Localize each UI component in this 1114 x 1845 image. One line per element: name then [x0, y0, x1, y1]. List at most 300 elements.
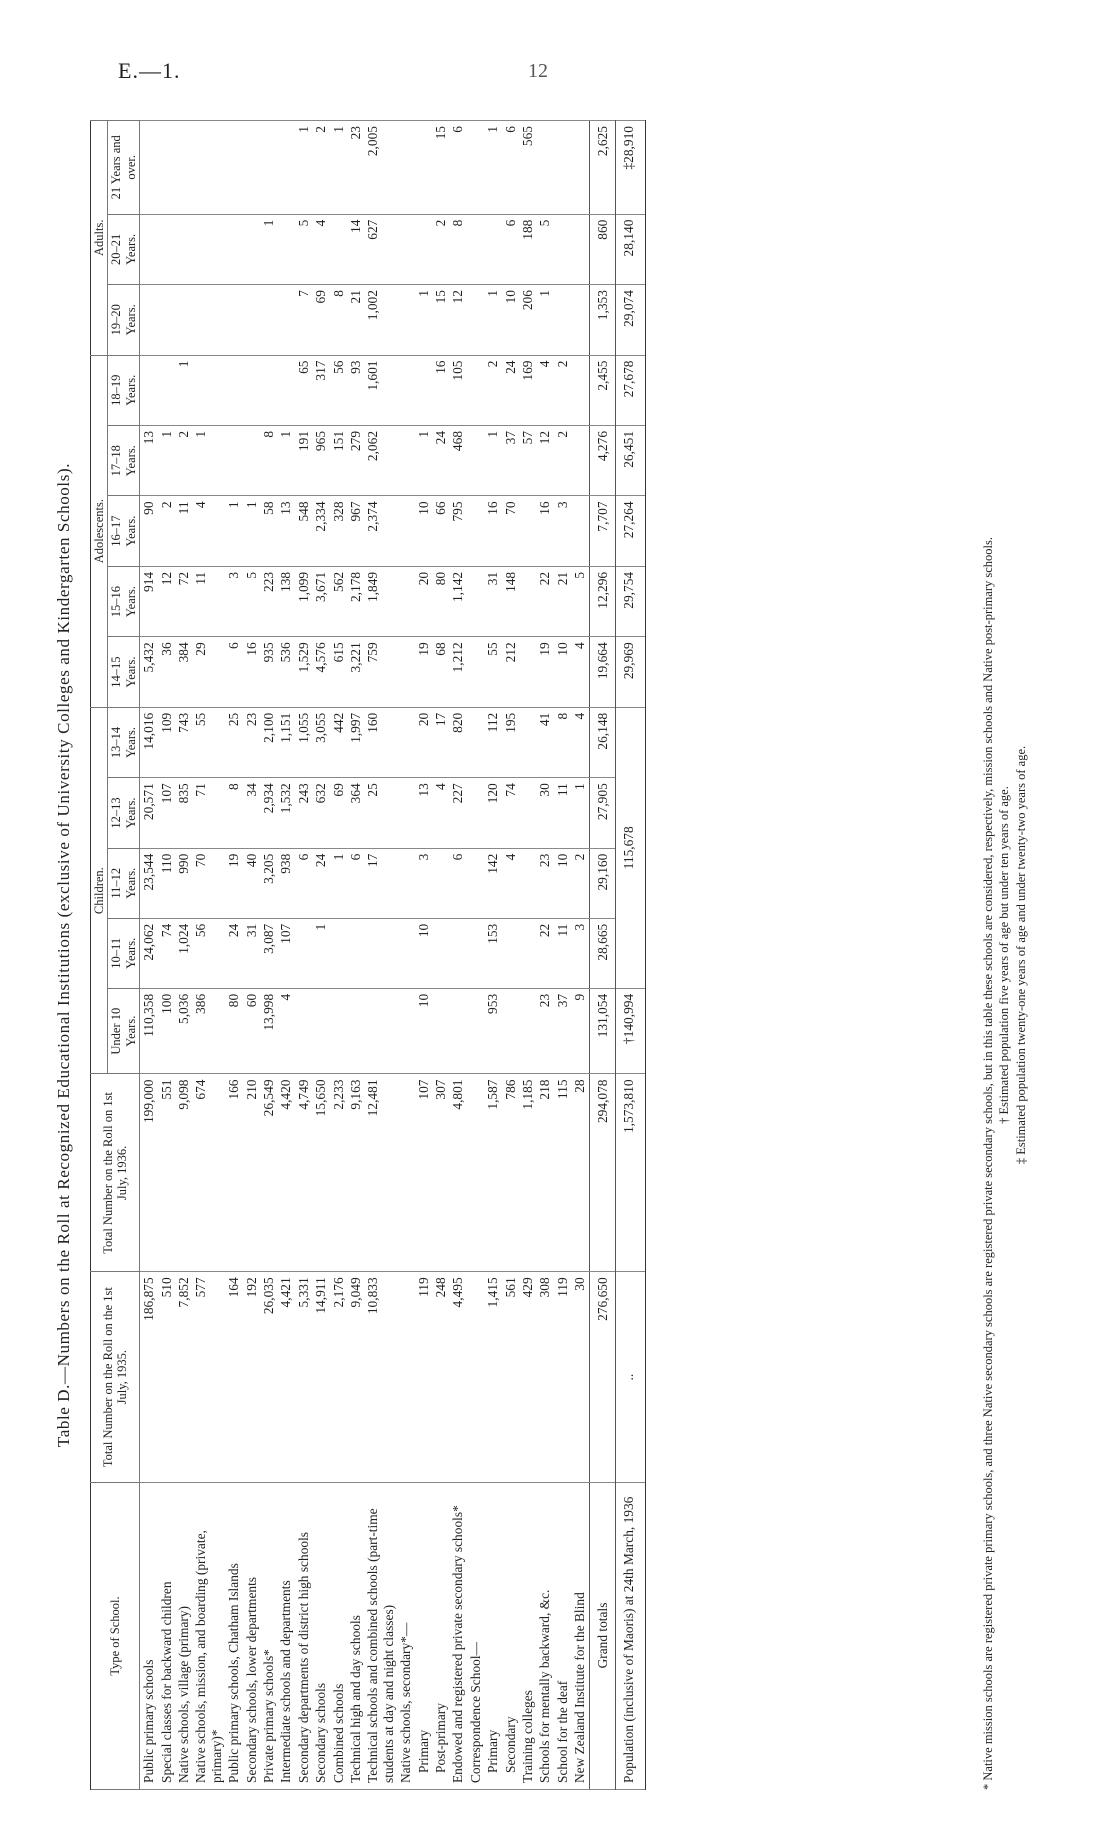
table-cell: 10 [554, 848, 571, 918]
table-cell: 31 [243, 918, 260, 988]
table-cell: 5 [536, 214, 553, 284]
table-cell: 13 [415, 778, 432, 848]
table-cell: 6 [502, 214, 519, 284]
table-cell [397, 566, 414, 636]
table-cell: 10 [415, 988, 432, 1074]
table-cell: 109 [158, 707, 175, 777]
table-cell [175, 285, 192, 355]
table-cell: 11 [554, 918, 571, 988]
population-cell: .. [616, 1272, 645, 1483]
total-1935-header: Total Number on the Roll on the 1st July, 1935. [91, 1272, 140, 1483]
table-cell [397, 121, 414, 215]
total-cell: 28,665 [589, 918, 615, 988]
table-cell: 112 [484, 707, 501, 777]
table-cell: 1,997 [347, 707, 364, 777]
table-cell: 5,331 [295, 1272, 312, 1483]
table-cell: 14 [347, 214, 364, 284]
table-cell: 20 [415, 707, 432, 777]
table-cell: 119 [554, 1272, 571, 1483]
population-cell: †140,994 [616, 988, 645, 1074]
table-cell: 4,421 [277, 1272, 294, 1483]
table-cell [519, 918, 536, 988]
table-row [571, 121, 589, 1790]
table-cell: 5,432 [140, 637, 158, 707]
population-row [616, 121, 645, 1790]
population-cell: 27,264 [616, 496, 645, 566]
table-cell [330, 918, 347, 988]
table-cell: 142 [484, 848, 501, 918]
table-cell: 66 [432, 496, 449, 566]
table-cell: 429 [519, 1272, 536, 1483]
school-type-label: Primary [415, 1483, 432, 1790]
table-cell: 1,055 [295, 707, 312, 777]
table-cell: 1,529 [295, 637, 312, 707]
page-header-code: E.—1. [118, 58, 181, 83]
table-cell: 965 [312, 425, 329, 495]
table-cell: 34 [243, 778, 260, 848]
school-type-label: Training colleges [519, 1483, 536, 1790]
table-row [484, 121, 501, 1790]
table-row [432, 121, 449, 1790]
table-row [502, 121, 519, 1790]
school-type-label: School for the deaf [554, 1483, 571, 1790]
total-cell: 26,148 [589, 707, 615, 777]
table-cell: 74 [158, 918, 175, 988]
table-cell: 13,998 [260, 988, 277, 1074]
school-type-label: Primary [484, 1483, 501, 1790]
table-row [415, 121, 432, 1790]
total-cell: 294,078 [589, 1074, 615, 1272]
table-cell [571, 121, 589, 215]
table-cell: 71 [192, 778, 225, 848]
table-cell [519, 988, 536, 1074]
table-cell: 2 [554, 355, 571, 425]
total-cell: 1,353 [589, 285, 615, 355]
table-cell: 60 [243, 988, 260, 1074]
school-type-label: Technical schools and combined schools (part-time students at day and night classes) [364, 1483, 397, 1790]
table-cell: 1 [484, 121, 501, 215]
table-cell: 1 [330, 121, 347, 215]
table-cell [140, 214, 158, 284]
table-cell [397, 214, 414, 284]
school-type-label: Native schools, village (primary) [175, 1483, 192, 1790]
table-cell [347, 918, 364, 988]
table-cell: 386 [192, 988, 225, 1074]
table-cell [397, 1272, 414, 1483]
age-header: 18–19 Years. [108, 355, 140, 425]
table-cell: 795 [449, 496, 466, 566]
table-cell [158, 214, 175, 284]
table-cell: 107 [277, 918, 294, 988]
school-type-label: Secondary [502, 1483, 519, 1790]
table-cell: 25 [364, 778, 397, 848]
table-row [277, 121, 294, 1790]
table-cell [467, 425, 484, 495]
table-cell: 19 [225, 848, 242, 918]
table-cell: 3,221 [347, 637, 364, 707]
table-cell: 632 [312, 778, 329, 848]
school-type-label: Public primary schools [140, 1483, 158, 1790]
table-cell: 1,024 [175, 918, 192, 988]
adults-group-header: Adults. [91, 121, 108, 356]
adolescents-group-header: Adolescents. [91, 355, 108, 707]
table-row [225, 121, 242, 1790]
total-cell: 7,707 [589, 496, 615, 566]
school-type-label: Schools for mentally backward, &c. [536, 1483, 553, 1790]
table-cell: 2 [484, 355, 501, 425]
table-cell: 1,099 [295, 566, 312, 636]
table-cell: 1,002 [364, 285, 397, 355]
table-row [192, 121, 225, 1790]
table-cell [519, 566, 536, 636]
table-cell: 3,205 [260, 848, 277, 918]
table-cell: 5 [295, 214, 312, 284]
table-cell: 786 [502, 1074, 519, 1272]
table-cell: 3,671 [312, 566, 329, 636]
table-cell: 9,098 [175, 1074, 192, 1272]
table-cell: 56 [192, 918, 225, 988]
table-cell: 23 [243, 707, 260, 777]
age-header: 20–21 Years. [108, 214, 140, 284]
table-cell: 3 [571, 918, 589, 988]
table-cell: 510 [158, 1272, 175, 1483]
table-cell: 80 [225, 988, 242, 1074]
table-cell: 107 [415, 1074, 432, 1272]
table-cell: 2,100 [260, 707, 277, 777]
population-cell: 115,678 [616, 707, 645, 988]
table-cell [467, 355, 484, 425]
table-cell: 5 [243, 566, 260, 636]
table-cell: 4,749 [295, 1074, 312, 1272]
table-cell: 1 [225, 496, 242, 566]
table-row [295, 121, 312, 1790]
table-cell [467, 214, 484, 284]
table-cell: 12 [158, 566, 175, 636]
table-cell: 24 [432, 425, 449, 495]
table-cell: 24 [225, 918, 242, 988]
table-cell: 195 [502, 707, 519, 777]
table-cell [571, 214, 589, 284]
table-row [554, 121, 571, 1790]
footnote-double-dagger: ‡ Estimated population twenty-one years of age and under twenty-two years of age. [1013, 745, 1028, 1165]
type-header: Type of School. [91, 1483, 140, 1790]
table-cell [192, 355, 225, 425]
table-cell: 6 [225, 637, 242, 707]
table-cell: 6 [347, 848, 364, 918]
table-cell: 30 [536, 778, 553, 848]
table-cell: 4 [192, 496, 225, 566]
table-cell [449, 988, 466, 1074]
table-cell: 3 [225, 566, 242, 636]
table-row [364, 121, 397, 1790]
table-cell: 7,852 [175, 1272, 192, 1483]
table-cell: 1,151 [277, 707, 294, 777]
table-cell: 23 [536, 988, 553, 1074]
table-cell [243, 425, 260, 495]
table-cell: 9 [571, 988, 589, 1074]
table-cell [397, 848, 414, 918]
table-cell [432, 848, 449, 918]
table-cell: 138 [277, 566, 294, 636]
population-cell: 27,678 [616, 355, 645, 425]
table-cell: 14,016 [140, 707, 158, 777]
school-type-label: Secondary schools [312, 1483, 329, 1790]
population-label: Population (inclusive of Maoris) at 24th March, 1936 [616, 1483, 645, 1790]
table-cell [519, 707, 536, 777]
table-cell [330, 214, 347, 284]
table-cell: 1 [158, 425, 175, 495]
table-cell: 1 [415, 425, 432, 495]
table-cell: 93 [347, 355, 364, 425]
table-cell: 1,185 [519, 1074, 536, 1272]
school-type-label: Special classes for backward children [158, 1483, 175, 1790]
group-header-row [91, 121, 108, 1790]
table-cell: 914 [140, 566, 158, 636]
table-cell: 967 [347, 496, 364, 566]
age-header: 12–13 Years. [108, 778, 140, 848]
table-row [312, 121, 329, 1790]
table-cell: 2,062 [364, 425, 397, 495]
table-cell: 100 [158, 988, 175, 1074]
table-cell [571, 285, 589, 355]
table-cell [295, 988, 312, 1074]
table-cell: 4 [502, 848, 519, 918]
footnote-star: * Native mission schools are registered private primary schools, and three Native secondary schools are registered private secondary schools, but in this table these schools are considered, respectively, mission schools and Native post-primary schools. [981, 536, 995, 1790]
table-cell [467, 918, 484, 988]
table-cell: 1,849 [364, 566, 397, 636]
table-cell: 23 [536, 848, 553, 918]
population-cell: 28,140 [616, 214, 645, 284]
total-cell: 29,160 [589, 848, 615, 918]
table-row [467, 121, 484, 1790]
table-cell [397, 285, 414, 355]
table-cell: 29 [192, 637, 225, 707]
table-cell [192, 121, 225, 215]
rotated-table-region [50, 110, 1080, 1830]
table-cell: 2 [175, 425, 192, 495]
table-cell: 15,650 [312, 1074, 329, 1272]
table-cell [467, 1074, 484, 1272]
table-cell: 6 [449, 848, 466, 918]
total-cell: 19,664 [589, 637, 615, 707]
table-cell [243, 121, 260, 215]
table-cell [554, 285, 571, 355]
table-cell: 115 [554, 1074, 571, 1272]
table-cell [225, 214, 242, 284]
table-cell: 2 [158, 496, 175, 566]
table-cell [467, 707, 484, 777]
table-cell: 74 [502, 778, 519, 848]
table-cell: 10 [502, 285, 519, 355]
table-cell: 551 [158, 1074, 175, 1272]
table-row [397, 121, 414, 1790]
table-cell: 58 [260, 496, 277, 566]
table-cell: 169 [519, 355, 536, 425]
total-cell: 860 [589, 214, 615, 284]
age-header: 11–12 Years. [108, 848, 140, 918]
table-cell: 1,142 [449, 566, 466, 636]
table-cell [449, 918, 466, 988]
table-cell [260, 285, 277, 355]
table-cell: 120 [484, 778, 501, 848]
table-cell: 13 [140, 425, 158, 495]
table-cell: 210 [243, 1074, 260, 1272]
table-cell: 4,495 [449, 1272, 466, 1483]
table-cell [432, 988, 449, 1074]
table-cell [554, 121, 571, 215]
school-type-label: Native schools, secondary*— [397, 1483, 414, 1790]
table-cell [347, 988, 364, 1074]
table-cell: 2 [571, 848, 589, 918]
table-cell [415, 121, 432, 215]
table-cell: 68 [432, 637, 449, 707]
table-cell: 4 [536, 355, 553, 425]
table-cell [364, 918, 397, 988]
table-cell [397, 778, 414, 848]
table-title: Table D.—Numbers on the Roll at Recognized Educational Institutions (exclusive of University Colleges and Kindergarten Schools). [54, 462, 73, 1448]
table-cell [364, 988, 397, 1074]
table-cell: 105 [449, 355, 466, 425]
table-cell: 308 [536, 1272, 553, 1483]
table-row [449, 121, 466, 1790]
total-cell: 2,455 [589, 355, 615, 425]
school-type-label: Correspondence School— [467, 1483, 484, 1790]
table-cell: 1 [415, 285, 432, 355]
table-cell: 1,415 [484, 1272, 501, 1483]
table-cell: 2 [312, 121, 329, 215]
table-cell: 13 [277, 496, 294, 566]
age-header: 13–14 Years. [108, 707, 140, 777]
table-cell [192, 214, 225, 284]
table-cell [554, 214, 571, 284]
table-cell: 364 [347, 778, 364, 848]
table-cell: 36 [158, 637, 175, 707]
table-cell: 468 [449, 425, 466, 495]
total-1936-header: Total Number on the Roll on 1st July, 1936. [91, 1074, 140, 1272]
table-cell: 70 [502, 496, 519, 566]
table-cell: 7 [295, 285, 312, 355]
table-cell [158, 285, 175, 355]
table-cell: 565 [519, 121, 536, 215]
table-cell: 307 [432, 1074, 449, 1272]
table-cell [519, 496, 536, 566]
table-cell: 243 [295, 778, 312, 848]
table-cell [175, 214, 192, 284]
table-cell [158, 355, 175, 425]
table-cell: 1 [330, 848, 347, 918]
children-group-header: Children. [91, 707, 108, 1074]
table-cell: 2,005 [364, 121, 397, 215]
table-cell: 15 [432, 121, 449, 215]
table-cell: 938 [277, 848, 294, 918]
table-cell: 14,911 [312, 1272, 329, 1483]
table-cell [175, 121, 192, 215]
table-cell: 2,176 [330, 1272, 347, 1483]
table-cell: 4 [571, 637, 589, 707]
table-cell: 206 [519, 285, 536, 355]
table-cell: 4,801 [449, 1074, 466, 1272]
table-cell: 759 [364, 637, 397, 707]
table-cell: 10 [554, 637, 571, 707]
table-cell: 820 [449, 707, 466, 777]
table-cell: 24,062 [140, 918, 158, 988]
table-cell: 10,833 [364, 1272, 397, 1483]
table-cell: 743 [175, 707, 192, 777]
table-cell: 12,481 [364, 1074, 397, 1272]
table-cell: 212 [502, 637, 519, 707]
table-cell: 30 [571, 1272, 589, 1483]
table-cell [397, 1074, 414, 1272]
table-cell [484, 214, 501, 284]
table-cell [192, 285, 225, 355]
table-cell: 119 [415, 1272, 432, 1483]
total-cell: 12,296 [589, 566, 615, 636]
table-cell: 56 [330, 355, 347, 425]
table-cell [330, 988, 347, 1074]
table-cell: 384 [175, 637, 192, 707]
table-cell [277, 214, 294, 284]
table-cell: 26,035 [260, 1272, 277, 1483]
table-cell [277, 355, 294, 425]
table-cell: 16 [484, 496, 501, 566]
table-cell: 1 [484, 425, 501, 495]
table-cell [225, 121, 242, 215]
table-cell: 4,420 [277, 1074, 294, 1272]
table-cell: 1 [243, 496, 260, 566]
table-cell: 17 [432, 707, 449, 777]
table-cell: 21 [347, 285, 364, 355]
table-cell [571, 355, 589, 425]
table-cell: 9,163 [347, 1074, 364, 1272]
table-cell: 2,334 [312, 496, 329, 566]
table-cell: 8 [554, 707, 571, 777]
table-row [519, 121, 536, 1790]
table-cell [571, 496, 589, 566]
table-cell [467, 566, 484, 636]
table-cell [158, 121, 175, 215]
age-header: 17–18 Years. [108, 425, 140, 495]
table-cell: 160 [364, 707, 397, 777]
table-cell: 1 [175, 355, 192, 425]
table-cell: 11 [175, 496, 192, 566]
table-cell [277, 121, 294, 215]
table-cell: 28 [571, 1074, 589, 1272]
table-cell: 24 [312, 848, 329, 918]
table-cell: 192 [243, 1272, 260, 1483]
table-cell: 561 [502, 1272, 519, 1483]
table-cell [519, 778, 536, 848]
table-cell: 8 [225, 778, 242, 848]
table-cell: 37 [554, 988, 571, 1074]
table-cell [467, 1272, 484, 1483]
age-header: 19–20 Years. [108, 285, 140, 355]
table-cell: 5,036 [175, 988, 192, 1074]
table-cell: 69 [312, 285, 329, 355]
table-cell: 2,374 [364, 496, 397, 566]
table-cell: 16 [536, 496, 553, 566]
table-cell: 218 [536, 1074, 553, 1272]
table-cell: 80 [432, 566, 449, 636]
footnotes [980, 120, 1029, 1790]
table-row [140, 121, 158, 1790]
table-cell: 21 [554, 566, 571, 636]
table-cell: 4 [432, 778, 449, 848]
school-type-label: Intermediate schools and departments [277, 1483, 294, 1790]
table-cell: 536 [277, 637, 294, 707]
table-cell: 148 [502, 566, 519, 636]
table-body [140, 121, 645, 1790]
table-cell: 55 [192, 707, 225, 777]
